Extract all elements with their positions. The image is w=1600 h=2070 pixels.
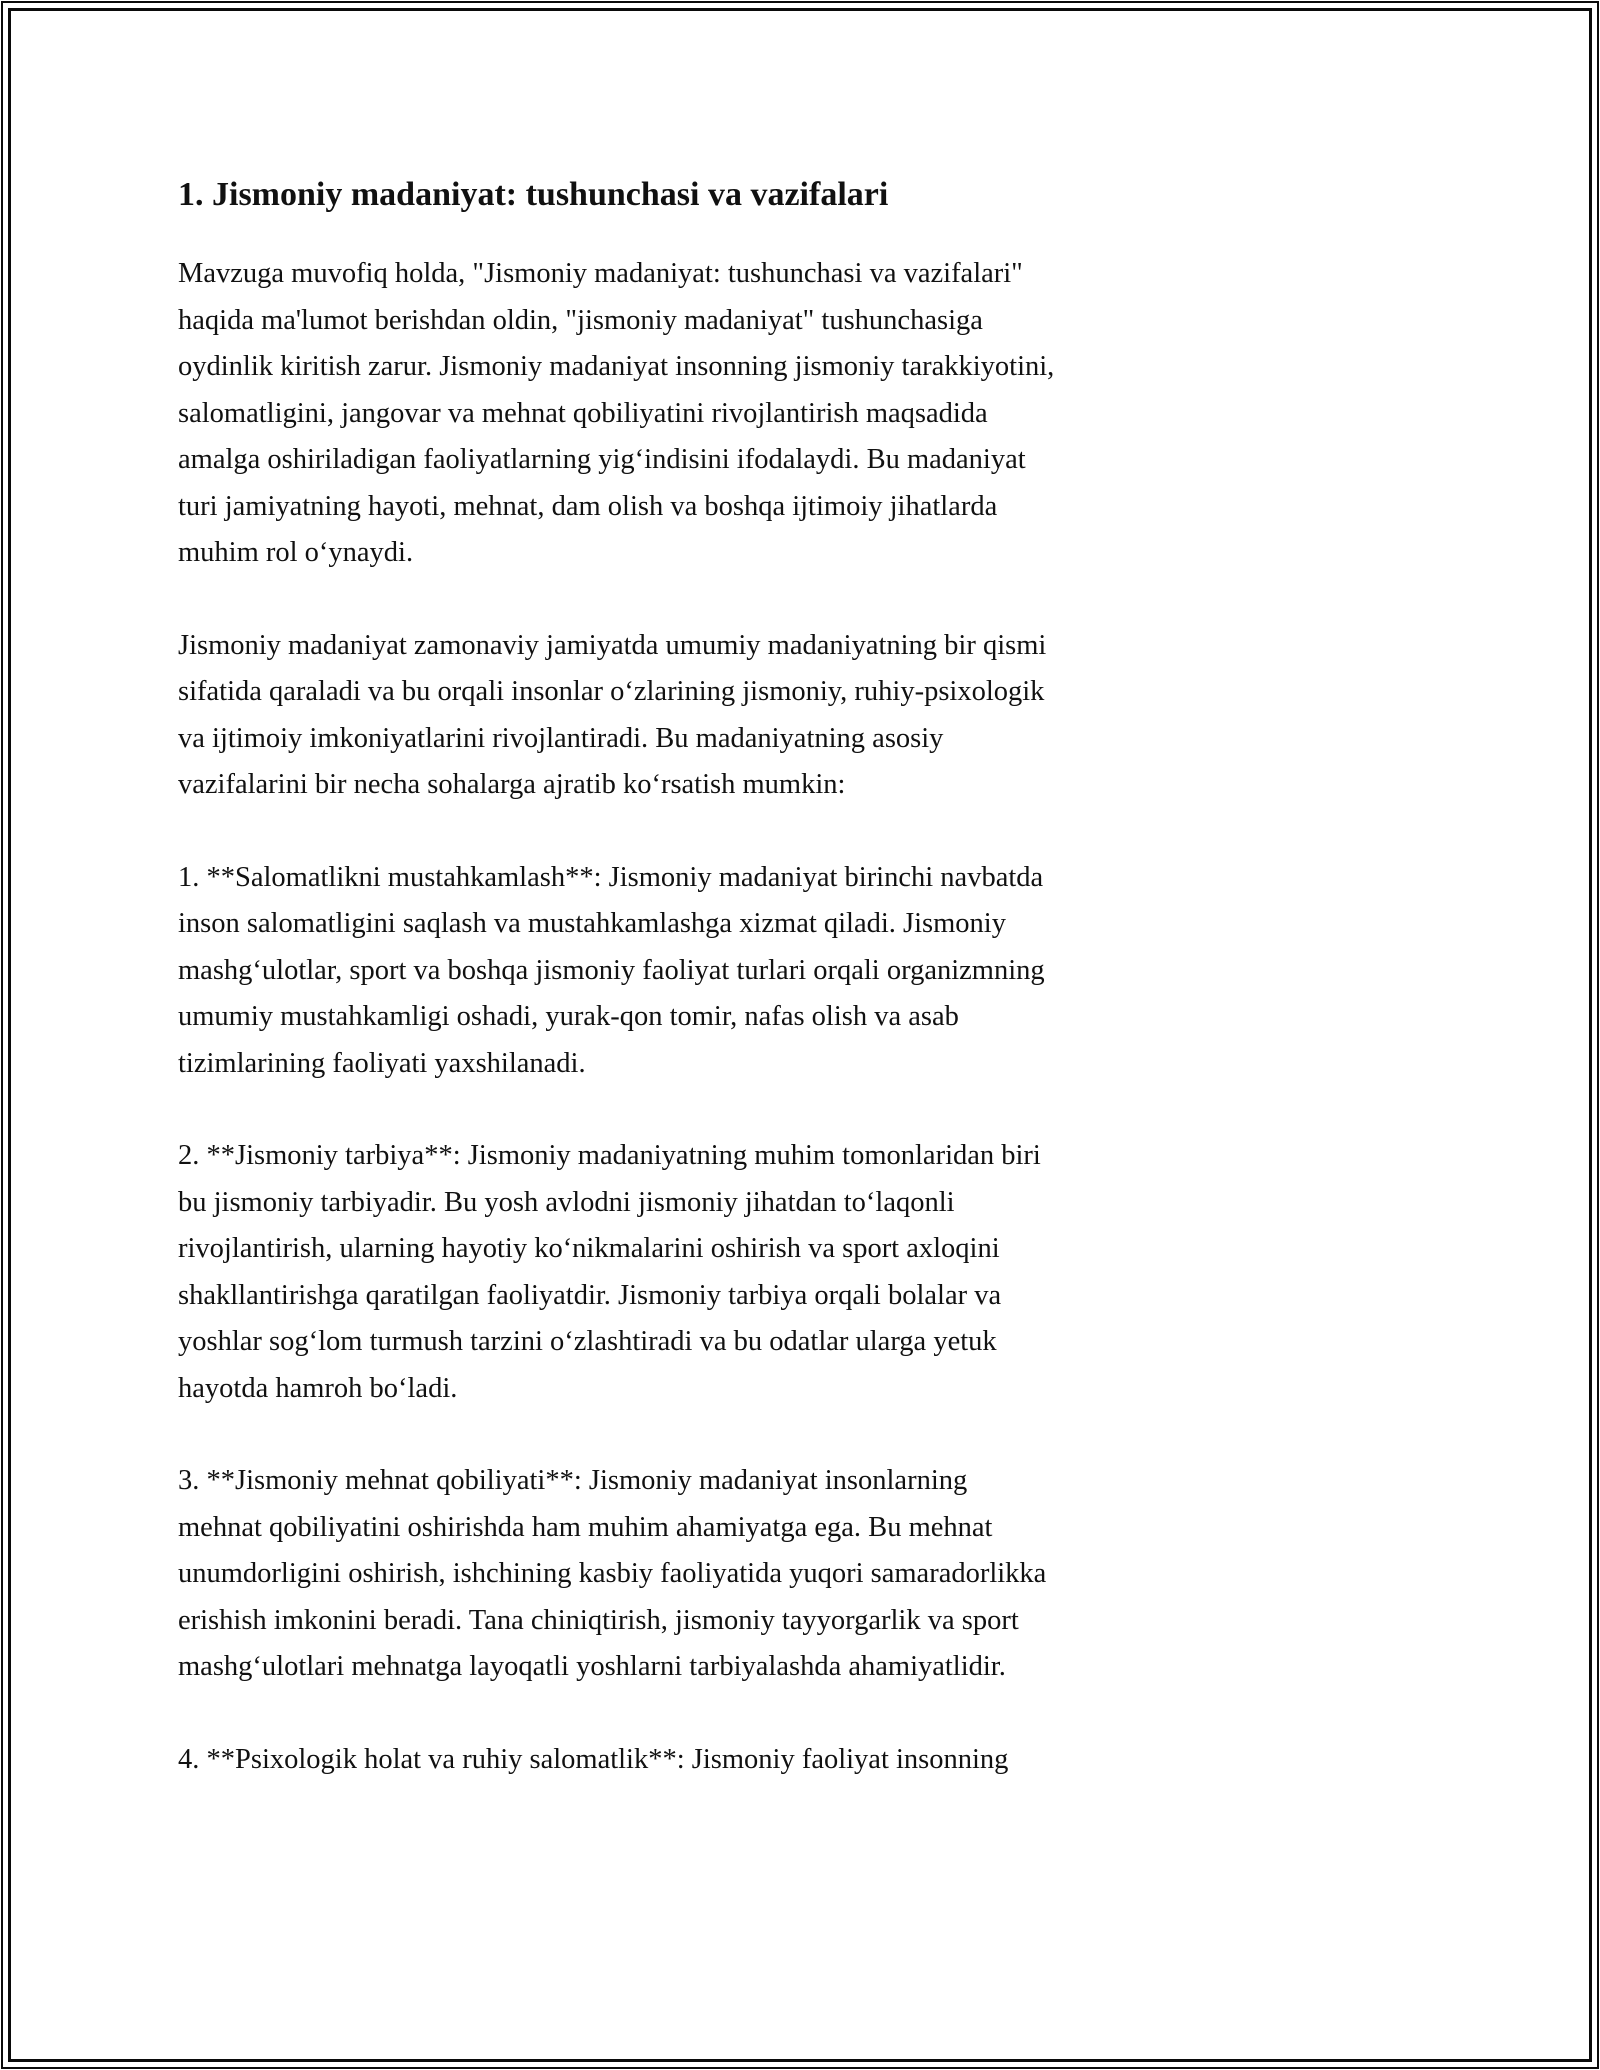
text-line: mashgʻulotlar, sport va boshqa jismoniy faoliyat turlari orqali organizmning: [178, 954, 1045, 986]
text-line: haqida ma'lumot berishdan oldin, "jismoniy madaniyat" tushunchasiga: [178, 304, 983, 336]
text-line: va ijtimoiy imkoniyatlarini rivojlantiradi. Bu madaniyatning asosiy: [178, 722, 944, 754]
paragraph-item-1: [178, 855, 1178, 1088]
text-line: erishish imkonini beradi. Tana chiniqtirish, jismoniy tayyorgarlik va sport: [178, 1604, 1019, 1636]
paragraph-item-3: [178, 1458, 1178, 1691]
text-line: yoshlar sogʻlom turmush tarzini oʻzlashtiradi va bu odatlar ularga yetuk: [178, 1326, 997, 1357]
text-line: shakllantirishga qaratilgan faoliyatdir. Jismoniy tarbiya orqali bolalar va: [178, 1279, 1002, 1311]
paragraph-item-2: [178, 1133, 1178, 1412]
text-line: vazifalarini bir necha sohalarga ajratib koʻrsatish mumkin:: [178, 769, 846, 800]
text-line: rivojlantirish, ularning hayotiy koʻnikmalarini oshirish va sport axloqini: [178, 1233, 1000, 1264]
text-line: salomatligini, jangovar va mehnat qobiliyatini rivojlantirish maqsadida: [178, 397, 988, 429]
text-line: 1. **Salomatlikni mustahkamlash**: Jismoniy madaniyat birinchi navbatda: [178, 861, 1044, 893]
text-line: Mavzuga muvofiq holda, "Jismoniy madaniyat: tushunchasi va vazifalari": [178, 258, 1023, 289]
text-line: sifatida qaraladi va bu orqali insonlar oʻzlarining jismoniy, ruhiy-psixologik: [178, 676, 1045, 707]
text-line: 4. **Psixologik holat va ruhiy salomatlik**: Jismoniy faoliyat insonning: [178, 1743, 1009, 1775]
text-line: muhim rol oʻynaydi.: [178, 537, 414, 568]
text-line: tizimlarining faoliyati yaxshilanadi.: [178, 1047, 586, 1079]
text-line: unumdorligini oshirish, ishchining kasbiy faoliyatida yuqori samaradorlikka: [178, 1558, 1047, 1589]
text-line: mehnat qobiliyatini oshirishda ham muhim ahamiyatga ega. Bu mehnat: [178, 1511, 993, 1543]
text-line: 2. **Jismoniy tarbiya**: Jismoniy madaniyatning muhim tomonlaridan biri: [178, 1140, 1041, 1171]
paragraph-intro: [178, 251, 1178, 577]
text-line: turi jamiyatning hayoti, mehnat, dam olish va boshqa ijtimoiy jihatlarda: [178, 490, 998, 522]
text-line: oydinlik kiritish zarur. Jismoniy madaniyat insonning jismoniy tarakkiyotini,: [178, 351, 1055, 382]
text-line: 3. **Jismoniy mehnat qobiliyati**: Jismoniy madaniyat insonlarning: [178, 1465, 968, 1496]
paragraph-overview: [178, 623, 1178, 809]
text-line: mashgʻulotlari mehnatga layoqatli yoshlarni tarbiyalashda ahamiyatlidir.: [178, 1651, 1006, 1682]
text-line: umumiy mustahkamligi oshadi, yurak-qon tomir, nafas olish va asab: [178, 1001, 959, 1032]
text-line: bu jismoniy tarbiyadir. Bu yosh avlodni jismoniy jihatdan toʻlaqonli: [178, 1186, 955, 1218]
text-line: hayotda hamroh boʻladi.: [178, 1372, 458, 1404]
text-line: amalga oshiriladigan faoliyatlarning yigʻindisini ifodalaydi. Bu madaniyat: [178, 444, 1026, 475]
document-content: [178, 0, 1178, 1829]
text-line: inson salomatligini saqlash va mustahkamlashga xizmat qiladi. Jismoniy: [178, 908, 1006, 939]
document-title: 1. Jismoniy madaniyat: tushunchasi va vazifalari: [178, 176, 889, 213]
paragraph-item-4: [178, 1737, 1178, 1784]
text-line: Jismoniy madaniyat zamonaviy jamiyatda umumiy madaniyatning bir qismi: [178, 629, 1047, 661]
